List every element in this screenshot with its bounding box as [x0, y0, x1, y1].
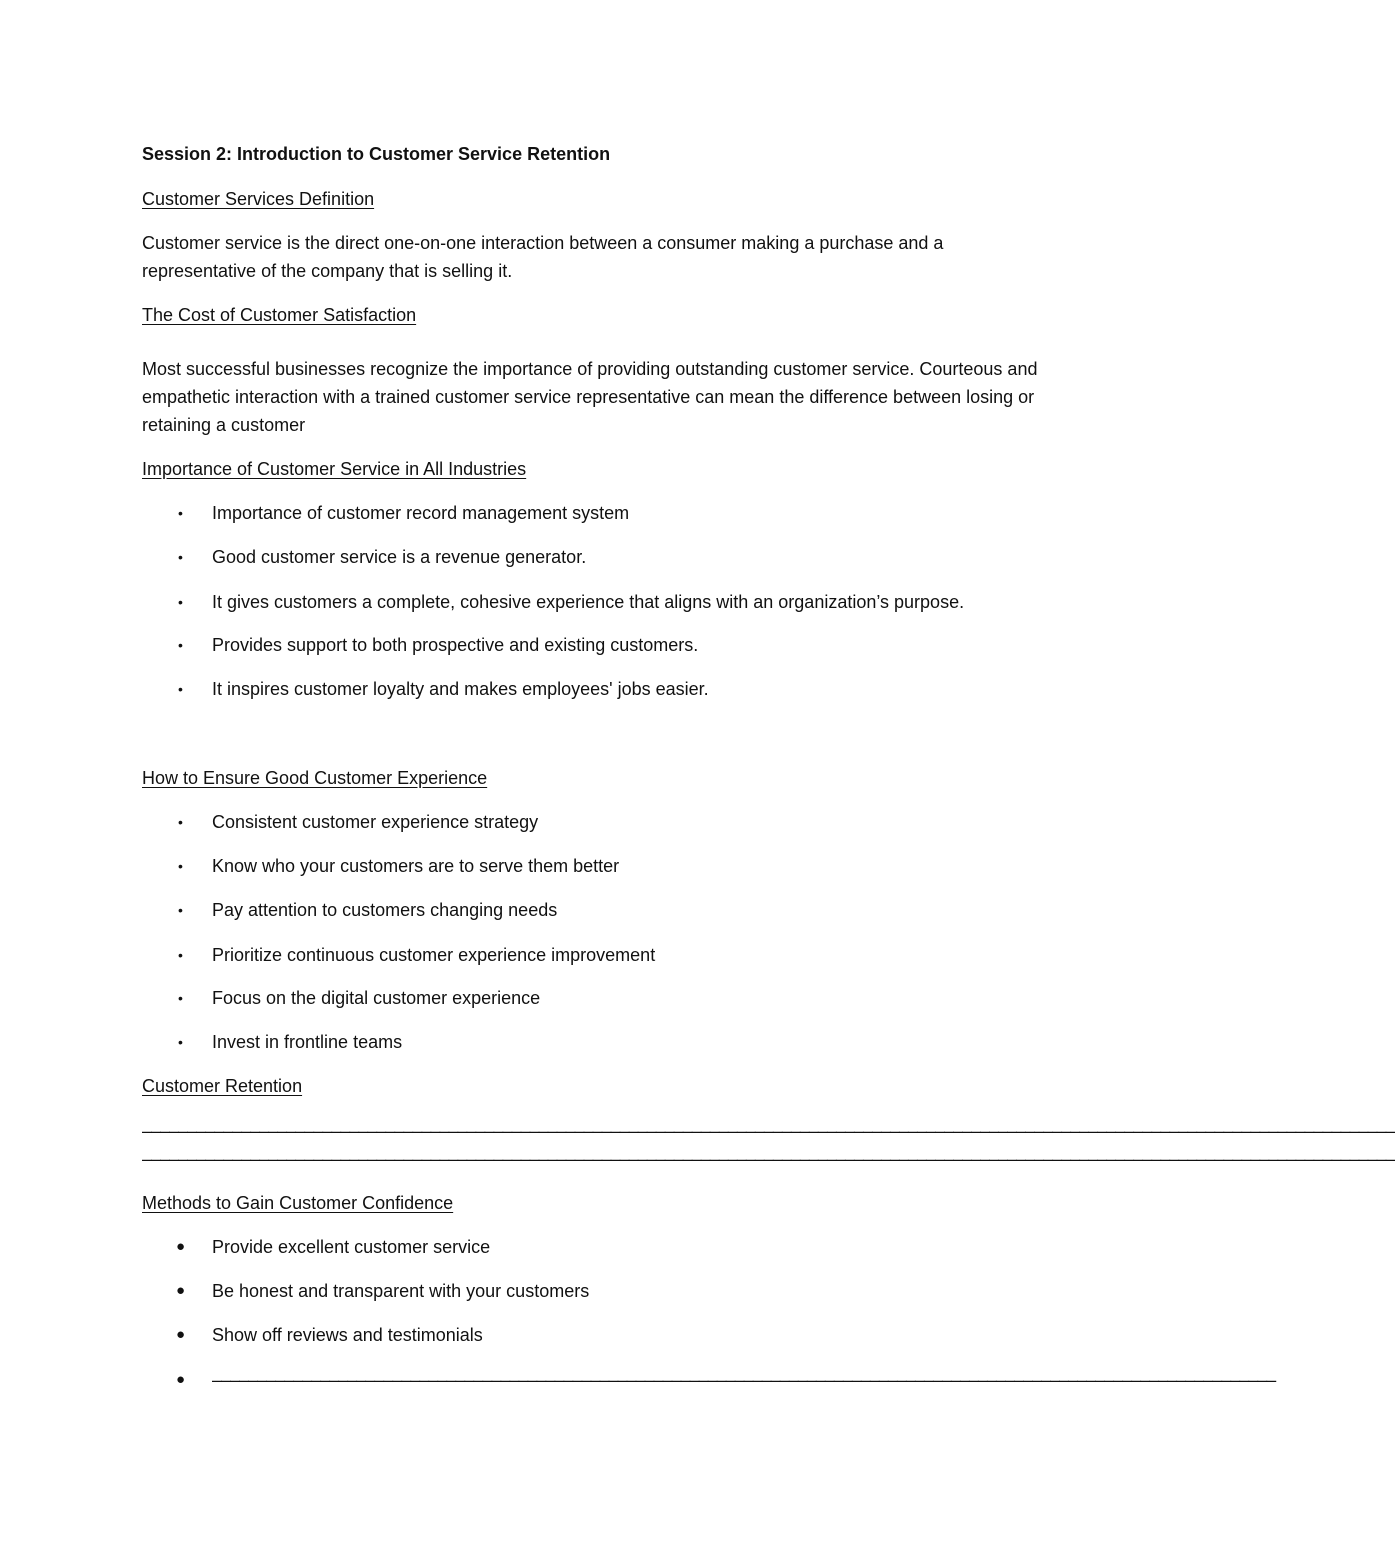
heading-importance: Importance of Customer Service in All Industries	[142, 459, 527, 479]
list-item-text: Good customer service is a revenue generator.	[212, 547, 587, 567]
list-item-text: Focus on the digital customer experience	[212, 988, 541, 1008]
list-item	[142, 1321, 1072, 1349]
list-item	[142, 1277, 1072, 1305]
bullet-icon: •	[178, 505, 183, 521]
paragraph-definition: Customer service is the direct one-on-one interaction between a consumer making a purchase and a representative of the company that is selling it.	[142, 233, 944, 281]
paragraph-cost: Most successful businesses recognize the importance of providing outstanding customer service. Courteous and empathetic interaction with a trained customer service representative can mean the difference between losing or retaining a customer	[142, 359, 1038, 435]
list-item-text: Provide excellent customer service	[212, 1237, 491, 1257]
fill-in-blank-line: ––––––––––––––––––––––––––––––––––––––––––––––––––––––––––––––––––––––––––––––––––––––––––––––––––––––––––––––––––––––	[212, 1370, 1276, 1390]
list-item-text: Show off reviews and testimonials	[212, 1325, 483, 1345]
bullet-icon: •	[178, 594, 183, 610]
list-item-text: Prioritize continuous customer experience improvement	[212, 945, 656, 965]
heading-experience: How to Ensure Good Customer Experience	[142, 768, 488, 788]
bullet-icon: •	[178, 681, 183, 697]
list-item	[142, 852, 1072, 880]
bullet-icon: •	[178, 637, 183, 653]
heading-retention: Customer Retention	[142, 1076, 303, 1096]
fill-in-blank-line: –––––––––––––––––––––––––––––––––––––––––––––––––––––––––––––––––––––––––––––––––––––––––––––––––––––––––––––––––––––––––––––––––––––––––––	[142, 1149, 1395, 1169]
bullet-icon: •	[178, 990, 183, 1006]
list-item-text: Be honest and transparent with your customers	[212, 1281, 590, 1301]
heading-confidence: Methods to Gain Customer Confidence	[142, 1193, 454, 1213]
list-item	[142, 499, 1072, 527]
bullet-icon: ●	[176, 1371, 186, 1388]
bullet-icon: •	[178, 947, 183, 963]
list-item-text: Importance of customer record management system	[212, 503, 630, 523]
list-item	[142, 941, 1072, 969]
heading-definition: Customer Services Definition	[142, 189, 375, 209]
bullet-icon: •	[178, 902, 183, 918]
list-item	[142, 1233, 1072, 1261]
bullet-icon: ●	[176, 1326, 186, 1343]
bullet-icon: •	[178, 858, 183, 874]
list-item	[142, 896, 1072, 924]
bullet-icon: ●	[176, 1282, 186, 1299]
bullet-icon: ●	[176, 1238, 186, 1255]
list-item-text: Provides support to both prospective and existing customers.	[212, 635, 699, 655]
list-item-text: Know who your customers are to serve them better	[212, 856, 620, 876]
bullet-icon: •	[178, 1034, 183, 1050]
list-item	[142, 1028, 1072, 1056]
list-item	[142, 543, 1072, 571]
heading-cost: The Cost of Customer Satisfaction	[142, 305, 417, 325]
list-item	[142, 588, 1072, 616]
bullet-icon: •	[178, 549, 183, 565]
list-item	[142, 808, 1072, 836]
list-item	[142, 984, 1072, 1012]
list-item-text: Consistent customer experience strategy	[212, 812, 539, 832]
list-item-text: Pay attention to customers changing needs	[212, 900, 558, 920]
list-item-text: Invest in frontline teams	[212, 1032, 403, 1052]
list-item-text: It inspires customer loyalty and makes employees' jobs easier.	[212, 679, 709, 699]
list-item-text: It gives customers a complete, cohesive experience that aligns with an organization’s purpose.	[212, 592, 965, 612]
list-item	[142, 631, 1072, 659]
fill-in-blank-line: –––––––––––––––––––––––––––––––––––––––––––––––––––––––––––––––––––––––––––––––––––––––––––––––––––––––––––––––––––––––––––––––––––––––––––	[142, 1121, 1395, 1141]
page-title: Session 2: Introduction to Customer Service Retention	[142, 144, 611, 164]
list-item	[142, 1366, 1276, 1394]
bullet-icon: •	[178, 814, 183, 830]
list-item	[142, 675, 1072, 703]
